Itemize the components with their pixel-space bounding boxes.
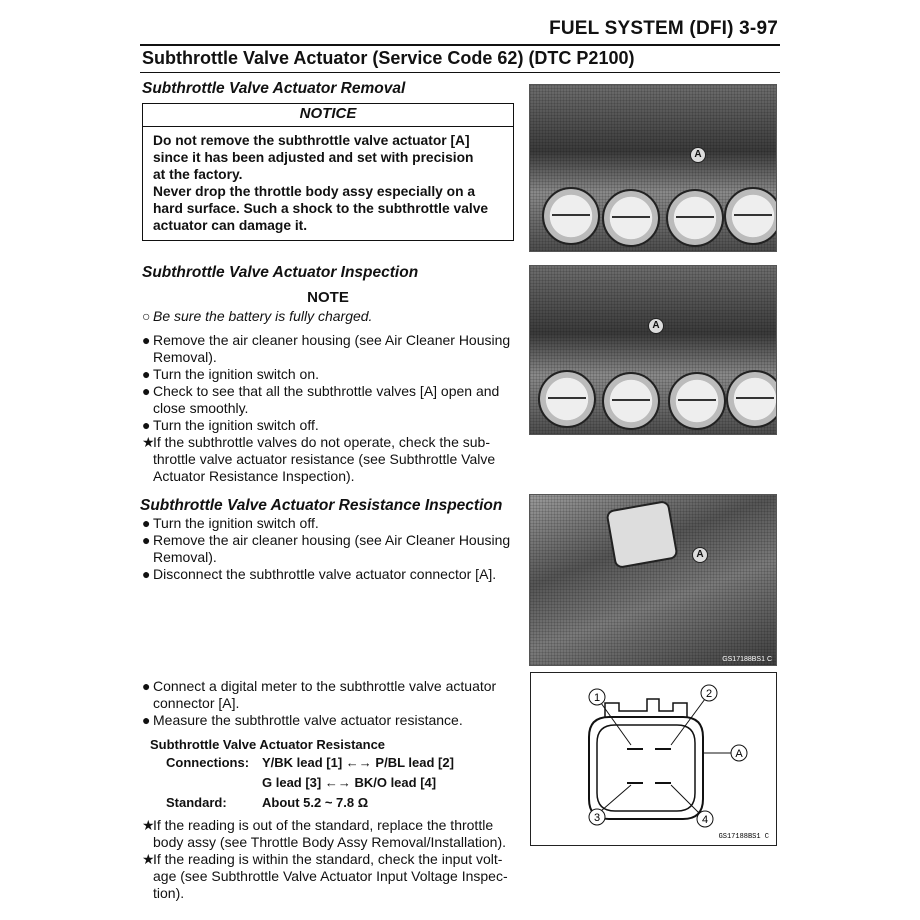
throttle-bore <box>724 187 777 245</box>
callout-a: A <box>690 147 706 163</box>
throttle-bore <box>542 187 600 245</box>
throttle-bore <box>666 189 724 247</box>
standard-value: About 5.2 ~ 7.8 Ω <box>262 795 369 810</box>
connector-label-a: A <box>735 748 743 760</box>
connection-1: Y/BK lead [1] ←→ P/BL lead [2] <box>262 755 454 770</box>
list-item-line: If the reading is out of the standard, replace the throttle <box>153 817 494 833</box>
list-item-line: Connect a digital meter to the subthrottle valve actuator <box>153 678 497 694</box>
list-item <box>142 678 525 712</box>
list-item-line: Remove the air cleaner housing (see Air Cleaner Housing <box>153 532 511 548</box>
list-item-line: Actuator Resistance Inspection). <box>153 468 355 484</box>
throttle-bore <box>602 189 660 247</box>
bullet-marker: ● <box>142 366 151 382</box>
list-item-line: tion). <box>153 885 185 901</box>
spec-heading: Subthrottle Valve Actuator Resistance <box>150 737 386 752</box>
photo-actuator-removal <box>529 84 777 252</box>
page-header: FUEL SYSTEM (DFI) 3-97 <box>549 18 778 39</box>
photo-actuator-connector <box>529 494 777 666</box>
list-item <box>142 532 525 566</box>
inspection-heading: Subthrottle Valve Actuator Inspection <box>142 264 419 281</box>
notice-line: actuator can damage it. <box>153 218 308 233</box>
diagram-code: GS17188BS1 C <box>718 833 769 841</box>
list-item-line: Removal). <box>153 349 217 365</box>
list-item <box>142 366 525 383</box>
bullet-marker: ★ <box>142 434 155 450</box>
list-item <box>142 515 525 532</box>
list-item-line: body assy (see Throttle Body Assy Removal/Installation). <box>153 834 507 850</box>
bullet-marker: ● <box>142 515 151 531</box>
pin-label-1: 1 <box>593 692 601 704</box>
list-item <box>142 417 525 434</box>
list-item <box>142 332 525 366</box>
note-text: ○ Be sure the battery is fully charged. <box>142 308 373 324</box>
list-item <box>142 434 525 485</box>
list-item <box>142 566 525 583</box>
pin-label-2: 2 <box>705 688 713 700</box>
callout-a: A <box>692 547 708 563</box>
notice-line: at the factory. <box>153 167 243 182</box>
notice-line: hard surface. Such a shock to the subthrottle valve <box>153 201 489 216</box>
photo-code: GS17188BS1 C <box>722 656 772 663</box>
list-item-line: close smoothly. <box>153 400 249 416</box>
note-marker: ○ <box>142 308 151 324</box>
throttle-bore <box>668 372 726 430</box>
pin-label-3: 3 <box>593 812 601 824</box>
connections-label: Connections: <box>166 755 250 770</box>
bullet-marker: ● <box>142 383 151 399</box>
list-item-line: If the subthrottle valves do not operate, check the sub- <box>153 434 490 450</box>
list-item-line: Measure the subthrottle valve actuator resistance. <box>153 712 463 728</box>
connector-drawing <box>531 673 776 845</box>
section-title: Subthrottle Valve Actuator (Service Code 62) (DTC P2100) <box>142 48 635 68</box>
callout-a: A <box>648 318 664 334</box>
bullet-marker: ● <box>142 532 151 548</box>
list-item-line: If the reading is within the standard, check the input volt- <box>153 851 503 867</box>
bullet-marker: ● <box>142 417 151 433</box>
notice-line: Do not remove the subthrottle valve actuator [A] <box>153 133 470 148</box>
list-item-line: connector [A]. <box>153 695 240 711</box>
notice-divider <box>143 126 513 127</box>
list-item <box>142 851 525 902</box>
bullet-marker: ● <box>142 678 151 694</box>
list-item-line: Turn the ignition switch off. <box>153 515 319 531</box>
list-item-line: Removal). <box>153 549 217 565</box>
notice-box <box>142 103 514 241</box>
pin-label-4: 4 <box>701 814 709 826</box>
standard-label: Standard: <box>166 795 227 810</box>
bullet-marker: ★ <box>142 817 155 833</box>
list-item <box>142 817 525 851</box>
connector-diagram <box>530 672 777 846</box>
connector-body <box>605 500 678 569</box>
notice-text <box>153 132 505 234</box>
connection-2: G lead [3] ←→ BK/O lead [4] <box>262 775 437 790</box>
throttle-bore <box>726 370 777 428</box>
resistance-heading: Subthrottle Valve Actuator Resistance Inspection <box>140 497 503 514</box>
notice-line: Never drop the throttle body assy especially on a <box>153 184 476 199</box>
photo-actuator-inspection <box>529 265 777 435</box>
notice-title: NOTICE <box>299 105 357 122</box>
list-item-line: age (see Subthrottle Valve Actuator Input Voltage Inspec- <box>153 868 508 884</box>
list-item-line: Turn the ignition switch off. <box>153 417 319 433</box>
throttle-bore <box>538 370 596 428</box>
list-item-line: Disconnect the subthrottle valve actuator connector [A]. <box>153 566 497 582</box>
bullet-marker: ● <box>142 332 151 348</box>
list-item-line: Check to see that all the subthrottle valves [A] open and <box>153 383 500 399</box>
bullet-marker: ★ <box>142 851 155 867</box>
list-item-line: Remove the air cleaner housing (see Air Cleaner Housing <box>153 332 511 348</box>
bullet-marker: ● <box>142 712 151 728</box>
notice-line: since it has been adjusted and set with precision <box>153 150 474 165</box>
removal-heading: Subthrottle Valve Actuator Removal <box>142 80 406 97</box>
list-item <box>142 712 525 729</box>
bullet-marker: ● <box>142 566 151 582</box>
list-item-line: throttle valve actuator resistance (see Subthrottle Valve <box>153 451 496 467</box>
note-title: NOTE <box>307 289 349 306</box>
list-item <box>142 383 525 417</box>
section-rule <box>140 72 780 73</box>
list-item-line: Turn the ignition switch on. <box>153 366 320 382</box>
throttle-bore <box>602 372 660 430</box>
header-rule <box>140 44 780 46</box>
